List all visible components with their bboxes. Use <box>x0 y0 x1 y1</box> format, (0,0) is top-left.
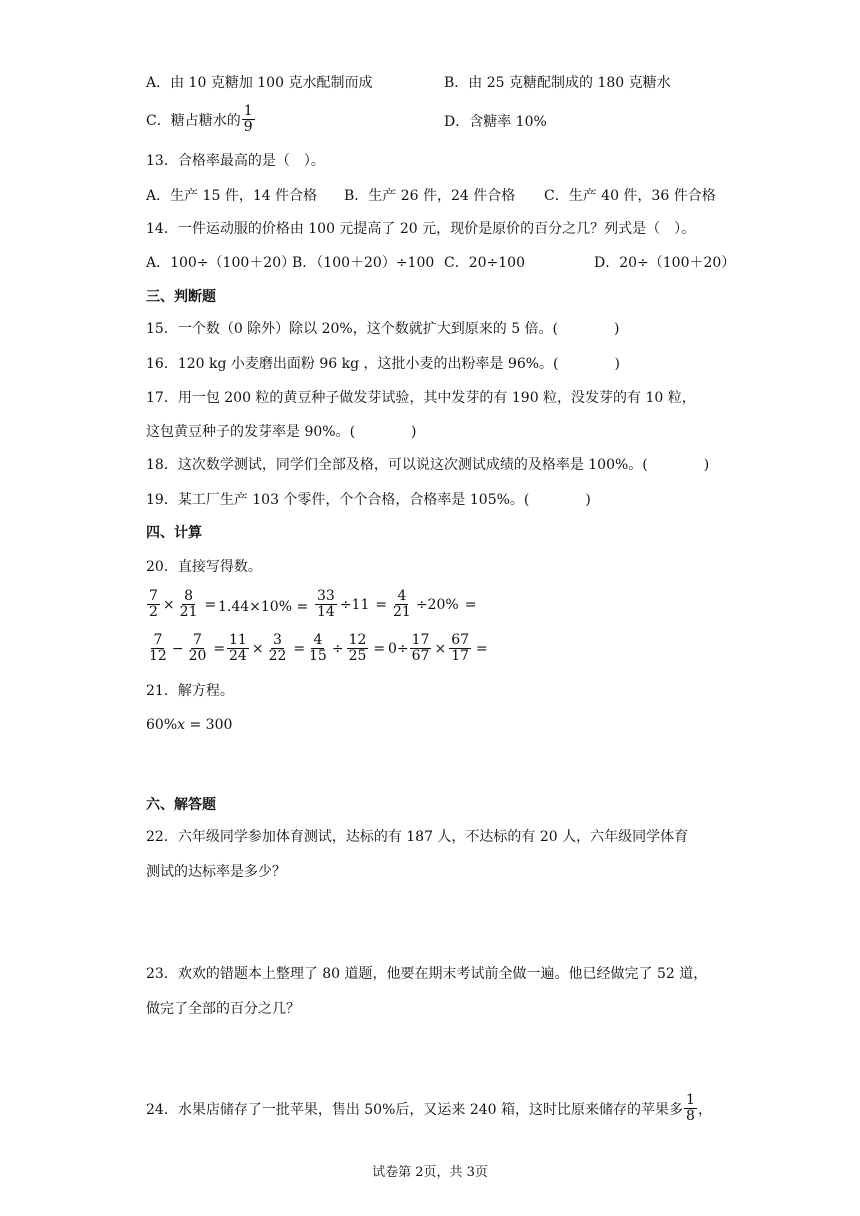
q14-option-a: A．100÷（100＋20） <box>146 255 296 271</box>
fraction: $\frac{1}{8}$ <box>686 1092 695 1124</box>
fraction: $\frac{1}{9}$ <box>243 103 253 135</box>
section-heading-calc: 四、计算 <box>146 525 202 541</box>
page-footer: 试卷第 2页，共 3页 <box>372 1165 488 1180</box>
fraction: $\frac{12}{25}$ <box>348 632 367 664</box>
fraction: $\frac{67}{17}$ <box>451 632 470 664</box>
q17-line1: 17．用一包 200 粒的黄豆种子做发芽试验，其中发芽的有 190 粒，没发芽的有 10 粒， <box>146 390 696 406</box>
q20-expr-4: $\frac{4}{21}$ ÷20% = <box>393 588 477 620</box>
q13-option-a: A．生产 15 件，14 件合格 <box>146 188 318 204</box>
q18: 18．这次数学测试，同学们全部及格，可以说这次测试成绩的及格率是 100%。( ) <box>146 457 710 473</box>
fraction: $\frac{33}{14}$ <box>317 588 335 620</box>
q12-option-c <box>146 104 256 135</box>
fraction: $\frac{7}{12}$ <box>149 632 167 664</box>
fraction: $\frac{11}{24}$ <box>229 632 247 664</box>
q12-option-a: A．由 10 克糖加 100 克水配制而成 <box>146 75 373 91</box>
q23-line1: 23．欢欢的错题本上整理了 80 道题，他要在期末考试前全做一遍。他已经做完了 52 道， <box>146 966 708 982</box>
q20-expr-3: $\frac{33}{14}$ ÷11 = <box>317 588 388 620</box>
q20-stem: 20．直接写得数。 <box>146 559 262 575</box>
q20-expr-8: 0÷ $\frac{17}{67}$ × $\frac{67}{17}$ = <box>388 632 488 664</box>
q13-option-c: C．生产 40 件，36 件合格 <box>544 188 716 204</box>
q20-expr-6: $\frac{11}{24}$ × $\frac{3}{22}$ = <box>229 632 306 664</box>
q20-expr-2: 1.44×10% = <box>218 599 309 615</box>
q14-option-b: B．（100＋20）÷100 <box>292 255 435 271</box>
q21-stem: 21．解方程。 <box>146 683 234 699</box>
q19: 19．某工厂生产 103 个零件，个个合格，合格率是 105%。( ) <box>146 492 591 508</box>
q23-line2: 做完了全部的百分之几？ <box>146 1001 300 1017</box>
q14-option-d: D．20÷（100＋20） <box>594 255 736 271</box>
fraction: $\frac{4}{21}$ <box>393 588 411 620</box>
q24-line1: 24．水果店储存了一批苹果，售出 50%后，又运来 240 箱，这时比原来储存的苹果多 $\frac{1}{8}$ ， <box>146 1092 712 1124</box>
section-heading-judge: 三、判断题 <box>146 289 216 305</box>
fraction: $\frac{3}{22}$ <box>268 632 287 664</box>
q22-line2: 测试的达标率是多少？ <box>146 864 286 880</box>
q17-line2: 这包黄豆种子的发芽率是 90%。( ) <box>146 424 417 440</box>
q13-stem: 13．合格率最高的是（ ）。 <box>146 153 325 169</box>
q21-equation: 60%x = 300 <box>146 717 233 733</box>
q15: 15．一个数（0 除外）除以 20%，这个数就扩大到原来的 5 倍。( ) <box>146 321 620 337</box>
fraction: $\frac{17}{67}$ <box>411 632 430 664</box>
fraction: $\frac{4}{15}$ <box>309 632 327 664</box>
q22-line1: 22．六年级同学参加体育测试，达标的有 187 人，不达标的有 20 人，六年级同学体育 <box>146 829 689 845</box>
q14-option-c: C．20÷100 <box>444 255 525 271</box>
q20-expr-5: $\frac{7}{12}$ − $\frac{7}{20}$ = <box>149 632 226 664</box>
fraction: $\frac{7}{20}$ <box>188 632 207 664</box>
q12-option-c-text: C．糖占糖水的 <box>146 112 241 129</box>
q20-expr-7: $\frac{4}{15}$ ÷ $\frac{12}{25}$ = <box>309 632 386 664</box>
q16: 16．120 kg 小麦磨出面粉 96 kg ，这批小麦的出粉率是 96%。( ) <box>146 356 620 372</box>
q13-option-b: B．生产 26 件，24 件合格 <box>344 188 516 204</box>
q14-stem: 14．一件运动服的价格由 100 元提高了 20 元，现价是原价的百分之几？列式是（ ）。 <box>146 221 696 237</box>
fraction: $\frac{8}{21}$ <box>179 588 198 620</box>
q12-option-b: B．由 25 克糖配制成的 180 克糖水 <box>444 75 671 91</box>
q12-option-d: D．含糖率 10% <box>444 114 547 130</box>
q20-expr-1: $\frac{7}{2}$ × $\frac{8}{21}$ = <box>149 588 217 620</box>
section-heading-solve: 六、解答题 <box>146 797 216 813</box>
fraction: $\frac{7}{2}$ <box>149 588 158 620</box>
